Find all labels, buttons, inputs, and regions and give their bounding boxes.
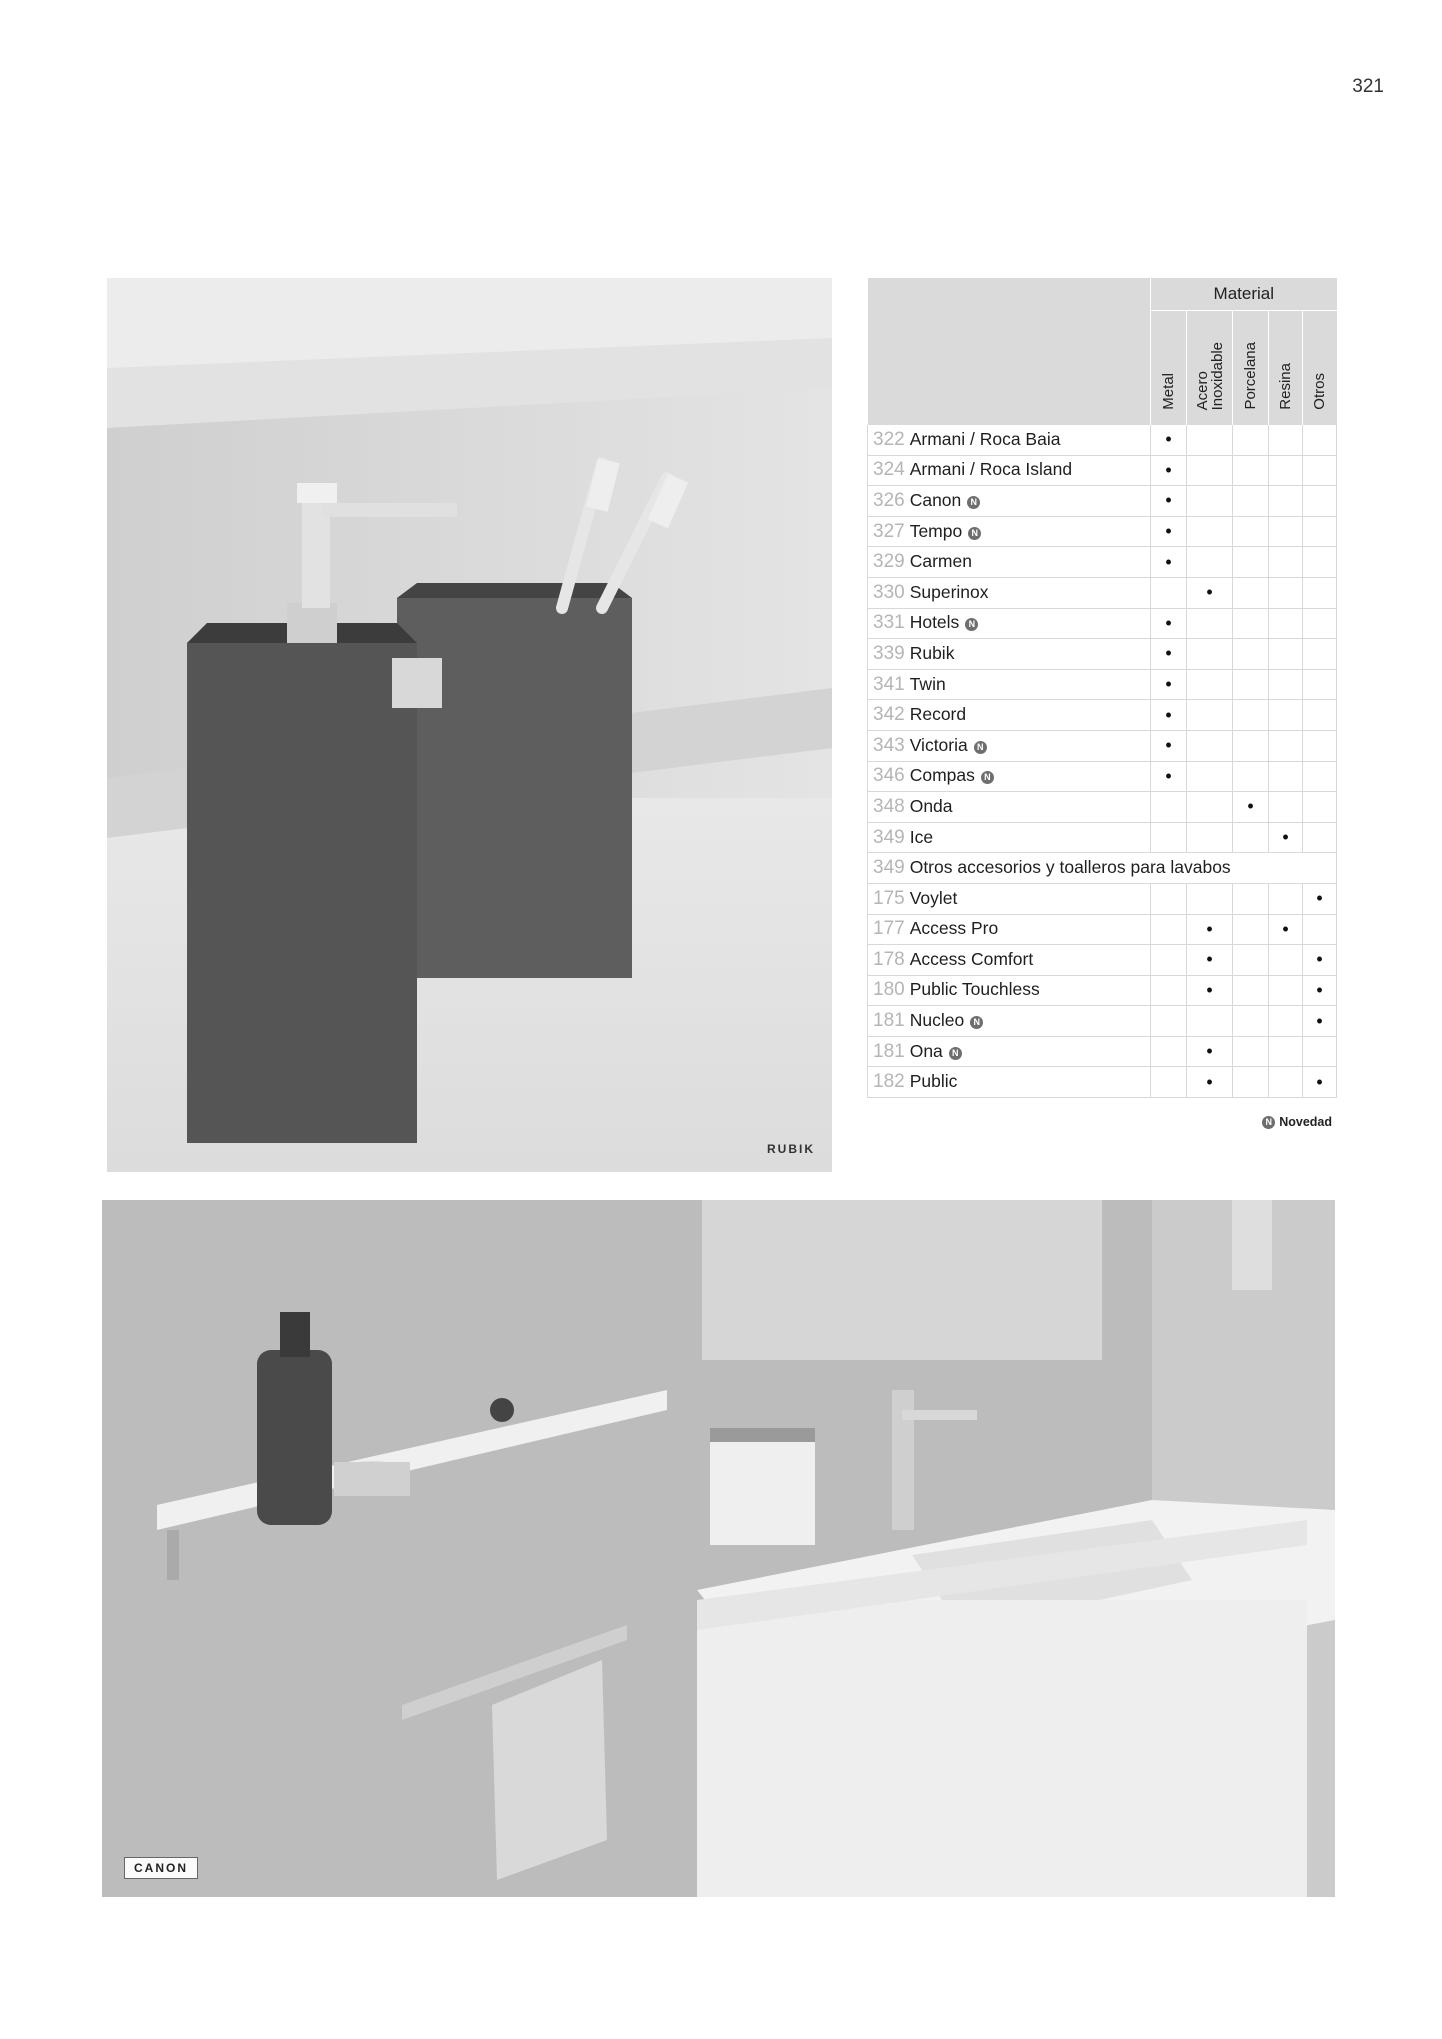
material-cell xyxy=(1269,914,1303,945)
product-name-cell xyxy=(868,792,1151,823)
table-row xyxy=(868,1036,1337,1067)
material-cell xyxy=(1233,669,1269,700)
material-cell xyxy=(1187,1067,1233,1098)
material-cell xyxy=(1233,975,1269,1006)
material-cell xyxy=(1187,730,1233,761)
product-name: Ona xyxy=(909,1040,943,1061)
product-name: Public Touchless xyxy=(909,979,1040,1000)
material-cell xyxy=(1187,761,1233,792)
material-cell xyxy=(1151,792,1187,823)
product-name: Twin xyxy=(909,673,946,694)
product-name: Access Comfort xyxy=(909,948,1034,969)
page-ref-number: 341 xyxy=(873,673,905,695)
material-cell xyxy=(1233,577,1269,608)
product-name: Public xyxy=(909,1071,958,1092)
material-cell xyxy=(1187,945,1233,976)
material-cell xyxy=(1187,1036,1233,1067)
material-dot: • xyxy=(1165,459,1172,480)
material-dot: • xyxy=(1165,674,1172,695)
page-ref-number: 343 xyxy=(873,734,905,756)
column-header xyxy=(1303,311,1337,426)
material-dot: • xyxy=(1316,1071,1323,1092)
product-name: Armani / Roca Island xyxy=(909,459,1073,480)
material-table xyxy=(867,278,1337,1098)
material-cell xyxy=(1269,455,1303,486)
material-cell xyxy=(1233,455,1269,486)
material-cell xyxy=(1303,792,1337,823)
novedad-icon: N xyxy=(981,771,994,784)
novedad-icon: N xyxy=(974,741,987,754)
material-cell xyxy=(1269,425,1303,455)
material-cell xyxy=(1303,486,1337,517)
material-cell xyxy=(1303,883,1337,914)
product-name-cell xyxy=(868,730,1151,761)
page-ref-number: 349 xyxy=(873,826,905,848)
material-dot: • xyxy=(1316,888,1323,909)
material-cell xyxy=(1151,1036,1187,1067)
table-row xyxy=(868,975,1337,1006)
material-dot: • xyxy=(1206,1041,1213,1062)
material-cell xyxy=(1151,945,1187,976)
page-ref-number: 180 xyxy=(873,979,905,1001)
material-cell xyxy=(1187,608,1233,639)
novedad-icon: N xyxy=(949,1047,962,1060)
page-ref-number: 178 xyxy=(873,948,905,970)
table-row xyxy=(868,945,1337,976)
material-cell xyxy=(1269,639,1303,670)
material-cell xyxy=(1303,1036,1337,1067)
material-cell xyxy=(1303,547,1337,578)
product-name: Record xyxy=(909,704,967,725)
product-name: Ice xyxy=(909,826,934,847)
column-header xyxy=(1269,311,1303,426)
material-cell xyxy=(1233,822,1269,853)
table-row xyxy=(868,455,1337,486)
material-cell xyxy=(1269,608,1303,639)
page-ref-number: 339 xyxy=(873,642,905,664)
table-row xyxy=(868,700,1337,731)
table-corner xyxy=(868,278,1151,425)
material-cell xyxy=(1151,577,1187,608)
material-cell xyxy=(1151,914,1187,945)
material-cell xyxy=(1151,700,1187,731)
material-cell xyxy=(1233,547,1269,578)
table-row xyxy=(868,1067,1337,1098)
product-name-cell xyxy=(868,1006,1151,1037)
material-dot: • xyxy=(1165,429,1172,450)
product-name-cell xyxy=(868,669,1151,700)
product-name: Compas xyxy=(909,765,975,786)
material-cell xyxy=(1233,700,1269,731)
product-name-cell xyxy=(868,761,1151,792)
product-name-cell xyxy=(868,945,1151,976)
material-dot: • xyxy=(1316,1010,1323,1031)
product-name-cell xyxy=(868,577,1151,608)
material-dot: • xyxy=(1316,979,1323,1000)
material-cell xyxy=(1187,486,1233,517)
product-name: Nucleo xyxy=(909,1010,965,1031)
material-dot: • xyxy=(1206,918,1213,939)
material-cell xyxy=(1269,822,1303,853)
material-dot: • xyxy=(1165,490,1172,511)
page-ref-number: 322 xyxy=(873,428,905,450)
material-cell xyxy=(1151,883,1187,914)
page-ref-number: 326 xyxy=(873,489,905,511)
column-header-label: Acero Inoxidable xyxy=(1193,341,1226,410)
material-cell xyxy=(1303,1006,1337,1037)
page-ref-number: 181 xyxy=(873,1010,905,1032)
page-ref-number: 329 xyxy=(873,551,905,573)
material-cell xyxy=(1187,883,1233,914)
table-row xyxy=(868,516,1337,547)
material-cell xyxy=(1187,822,1233,853)
material-cell xyxy=(1303,700,1337,731)
material-cell xyxy=(1269,577,1303,608)
material-cell xyxy=(1269,1067,1303,1098)
material-dot: • xyxy=(1165,551,1172,572)
material-cell xyxy=(1303,822,1337,853)
material-cell xyxy=(1303,761,1337,792)
product-name: Canon xyxy=(909,489,962,510)
product-name-cell xyxy=(868,608,1151,639)
photo-caption-canon: CANON xyxy=(124,1857,198,1879)
novedad-label: Novedad xyxy=(1279,1115,1332,1129)
material-cell xyxy=(1269,669,1303,700)
material-cell xyxy=(1233,730,1269,761)
table-row xyxy=(868,914,1337,945)
product-name-cell xyxy=(868,1036,1151,1067)
material-dot: • xyxy=(1247,796,1254,817)
material-cell xyxy=(1151,455,1187,486)
material-cell xyxy=(1233,761,1269,792)
material-cell xyxy=(1151,516,1187,547)
product-name: Otros accesorios y toalleros para lavabos xyxy=(909,857,1231,878)
material-cell xyxy=(1269,730,1303,761)
product-name-cell xyxy=(868,455,1151,486)
material-cell xyxy=(1303,455,1337,486)
material-cell xyxy=(1233,639,1269,670)
product-name-cell xyxy=(868,486,1151,517)
novedad-legend xyxy=(1200,1115,1332,1129)
section-row xyxy=(868,853,1337,884)
material-cell xyxy=(1187,1006,1233,1037)
material-cell xyxy=(1303,608,1337,639)
material-cell xyxy=(1233,425,1269,455)
novedad-icon: N xyxy=(1262,1116,1275,1129)
material-dot: • xyxy=(1282,918,1289,939)
material-cell xyxy=(1303,669,1337,700)
material-cell xyxy=(1269,975,1303,1006)
table-row xyxy=(868,730,1337,761)
material-cell xyxy=(1269,761,1303,792)
material-cell xyxy=(1303,639,1337,670)
material-cell xyxy=(1233,792,1269,823)
material-cell xyxy=(1269,883,1303,914)
material-cell xyxy=(1303,577,1337,608)
table-row xyxy=(868,486,1337,517)
rubik-photo-illustration xyxy=(107,278,832,1172)
page-ref-number: 324 xyxy=(873,459,905,481)
material-cell xyxy=(1187,577,1233,608)
material-cell xyxy=(1269,700,1303,731)
material-cell xyxy=(1233,1067,1269,1098)
material-cell xyxy=(1269,486,1303,517)
material-cell xyxy=(1269,1006,1303,1037)
table-row xyxy=(868,1006,1337,1037)
material-cell xyxy=(1151,1006,1187,1037)
material-cell xyxy=(1303,516,1337,547)
product-name-cell xyxy=(868,975,1151,1006)
material-dot: • xyxy=(1165,521,1172,542)
canon-photo-illustration xyxy=(102,1200,1335,1897)
table-row xyxy=(868,761,1337,792)
material-dot: • xyxy=(1165,612,1172,633)
material-dot: • xyxy=(1165,643,1172,664)
material-cell xyxy=(1303,914,1337,945)
page-ref-number: 346 xyxy=(873,765,905,787)
page-ref-number: 177 xyxy=(873,918,905,940)
table-row xyxy=(868,669,1337,700)
novedad-icon: N xyxy=(968,527,981,540)
material-cell xyxy=(1187,975,1233,1006)
material-cell xyxy=(1151,486,1187,517)
material-cell xyxy=(1233,945,1269,976)
product-name: Victoria xyxy=(909,734,968,755)
column-header xyxy=(1187,311,1233,426)
page-ref-number: 348 xyxy=(873,795,905,817)
material-cell xyxy=(1151,669,1187,700)
product-name: Hotels xyxy=(909,612,960,633)
product-name: Superinox xyxy=(909,581,989,602)
material-cell xyxy=(1233,1036,1269,1067)
material-cell xyxy=(1187,516,1233,547)
product-name: Access Pro xyxy=(909,918,999,939)
material-cell xyxy=(1187,425,1233,455)
material-dot: • xyxy=(1316,949,1323,970)
table-row xyxy=(868,822,1337,853)
product-name-cell xyxy=(868,1067,1151,1098)
column-header-label: Otros xyxy=(1311,373,1329,410)
material-cell xyxy=(1233,608,1269,639)
material-dot: • xyxy=(1282,827,1289,848)
material-cell xyxy=(1151,975,1187,1006)
material-cell xyxy=(1151,547,1187,578)
material-dot: • xyxy=(1206,582,1213,603)
product-name: Carmen xyxy=(909,551,972,572)
page-ref-number: 181 xyxy=(873,1040,905,1062)
material-cell xyxy=(1233,486,1269,517)
material-cell xyxy=(1151,730,1187,761)
product-name: Rubik xyxy=(909,642,955,663)
material-cell xyxy=(1187,669,1233,700)
material-cell xyxy=(1269,792,1303,823)
table-row xyxy=(868,792,1337,823)
canon-bathroom-photo xyxy=(102,1200,1335,1897)
rubik-product-photo xyxy=(107,278,832,1172)
product-name-cell xyxy=(868,914,1151,945)
material-group-header: Material xyxy=(1151,278,1337,311)
page-ref-number: 327 xyxy=(873,520,905,542)
product-name: Tempo xyxy=(909,520,963,541)
page-ref-number: 342 xyxy=(873,704,905,726)
product-name: Onda xyxy=(909,795,953,816)
table-row xyxy=(868,577,1337,608)
product-name-cell xyxy=(868,547,1151,578)
material-cell xyxy=(1151,1067,1187,1098)
column-header-label: Porcelana xyxy=(1242,342,1259,410)
material-cell xyxy=(1269,516,1303,547)
material-cell xyxy=(1269,945,1303,976)
material-cell xyxy=(1233,914,1269,945)
material-cell xyxy=(1303,975,1337,1006)
table-row xyxy=(868,639,1337,670)
photo-caption-rubik: RUBIK xyxy=(767,1142,815,1156)
product-name-cell xyxy=(868,822,1151,853)
page-ref-number: 330 xyxy=(873,581,905,603)
product-name-cell xyxy=(868,639,1151,670)
material-cell xyxy=(1233,1006,1269,1037)
material-cell xyxy=(1151,425,1187,455)
material-cell xyxy=(1187,914,1233,945)
novedad-icon: N xyxy=(967,496,980,509)
product-name-cell xyxy=(868,516,1151,547)
material-cell xyxy=(1303,425,1337,455)
column-header xyxy=(1233,311,1269,426)
table-body xyxy=(868,425,1337,1098)
material-dot: • xyxy=(1165,735,1172,756)
material-cell xyxy=(1187,700,1233,731)
page-number: 321 xyxy=(1352,76,1384,97)
material-dot: • xyxy=(1165,765,1172,786)
table-row xyxy=(868,608,1337,639)
table-row xyxy=(868,547,1337,578)
material-cell xyxy=(1187,792,1233,823)
material-cell xyxy=(1187,455,1233,486)
material-cell xyxy=(1233,516,1269,547)
material-cell xyxy=(1151,639,1187,670)
material-cell xyxy=(1187,547,1233,578)
product-name: Armani / Roca Baia xyxy=(909,428,1061,449)
material-dot: • xyxy=(1206,1071,1213,1092)
material-cell xyxy=(1303,945,1337,976)
product-name-cell xyxy=(868,700,1151,731)
table-row xyxy=(868,883,1337,914)
page-ref-number: 331 xyxy=(873,612,905,634)
material-dot: • xyxy=(1165,704,1172,725)
novedad-icon: N xyxy=(965,618,978,631)
material-cell xyxy=(1303,1067,1337,1098)
material-cell xyxy=(1187,639,1233,670)
product-name-cell xyxy=(868,853,1337,884)
page-ref-number: 182 xyxy=(873,1071,905,1093)
page-ref-number: 349 xyxy=(873,857,905,879)
material-cell xyxy=(1151,761,1187,792)
product-name-cell xyxy=(868,425,1151,455)
column-header xyxy=(1151,311,1187,426)
product-name-cell xyxy=(868,883,1151,914)
column-header-label: Metal xyxy=(1160,373,1177,410)
material-cell xyxy=(1269,547,1303,578)
material-dot: • xyxy=(1206,949,1213,970)
material-cell xyxy=(1269,1036,1303,1067)
novedad-icon: N xyxy=(970,1016,983,1029)
material-cell xyxy=(1151,822,1187,853)
table-row xyxy=(868,425,1337,455)
material-cell xyxy=(1233,883,1269,914)
page-ref-number: 175 xyxy=(873,887,905,909)
material-cell xyxy=(1151,608,1187,639)
product-name: Voylet xyxy=(909,887,958,908)
column-header-label: Resina xyxy=(1277,363,1294,410)
material-cell xyxy=(1303,730,1337,761)
material-dot: • xyxy=(1206,979,1213,1000)
